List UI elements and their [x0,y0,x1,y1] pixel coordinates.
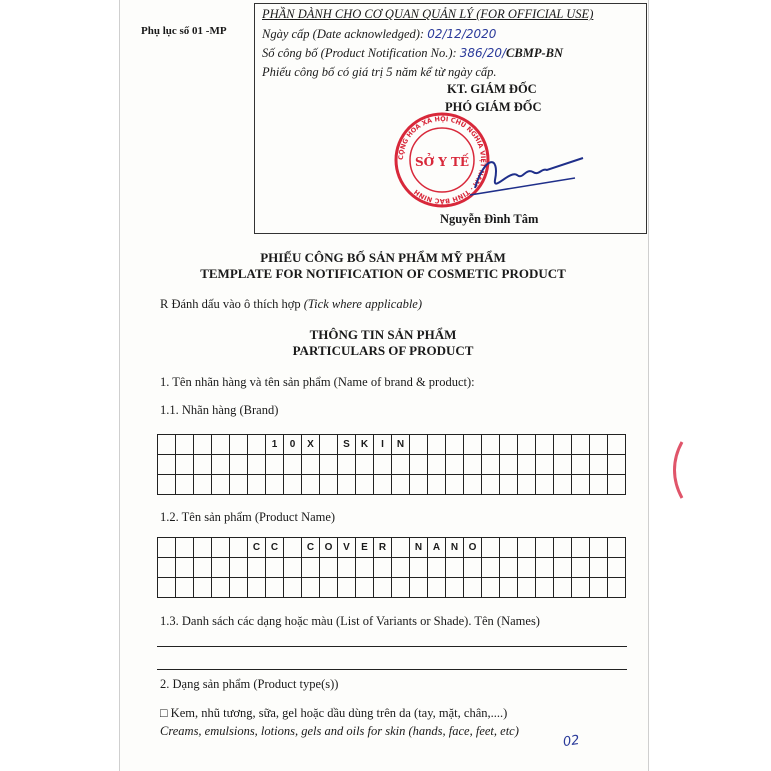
grid-cell[interactable] [518,538,536,558]
grid-cell[interactable] [230,475,248,495]
product-type-cream-en: Creams, emulsions, lotions, gels and oils for skin (hands, face, feet, etc) [160,724,519,738]
variant-line-1 [157,646,627,647]
grid-cell[interactable]: V [338,538,356,558]
grid-cell[interactable] [590,558,608,578]
grid-cell[interactable] [320,435,338,455]
grid-cell[interactable] [590,475,608,495]
grid-cell[interactable] [230,455,248,475]
section-2-label: 2. Dạng sản phẩm (Product type(s)) [160,677,339,691]
grid-cell[interactable]: O [464,538,482,558]
grid-cell[interactable]: O [320,538,338,558]
grid-cell[interactable] [194,558,212,578]
grid-cell[interactable] [518,578,536,598]
handwritten-note: 02 [562,732,581,751]
form-title-vn: PHIẾU CÔNG BỐ SẢN PHẨM MỸ PHẨM [260,250,506,265]
grid-cell[interactable] [410,558,428,578]
grid-cell[interactable] [338,558,356,578]
grid-cell[interactable] [302,558,320,578]
grid-cell[interactable] [230,538,248,558]
grid-cell[interactable] [374,475,392,495]
grid-cell[interactable]: S [338,435,356,455]
grid-cell[interactable] [284,538,302,558]
date-acknowledged-line [262,27,496,42]
grid-cell[interactable] [410,578,428,598]
grid-cell[interactable] [464,578,482,598]
grid-cell[interactable] [338,578,356,598]
section-1-label: 1. Tên nhãn hàng và tên sản phẩm (Name of brand & product): [160,375,475,389]
form-title-en: TEMPLATE FOR NOTIFICATION OF COSMETIC PRODUCT [200,266,566,281]
stamp-ring-text: CỘNG HÒA XÃ HỘI CHỦ NGHĨA VIỆT NAM · TỈNH BẮC NINH [396,114,488,206]
number-value: 386/20/ [459,46,507,60]
grid-cell[interactable] [356,578,374,598]
grid-cell[interactable] [194,435,212,455]
grid-cell[interactable] [590,578,608,598]
grid-cell[interactable] [608,578,626,598]
grid-cell[interactable] [554,455,572,475]
date-value: 02/12/2020 [427,27,497,41]
particulars-vn: THÔNG TIN SẢN PHẨM [309,327,457,342]
grid-cell[interactable] [266,558,284,578]
grid-cell[interactable] [266,475,284,495]
grid-cell[interactable] [518,558,536,578]
grid-cell[interactable] [608,538,626,558]
grid-cell[interactable] [428,435,446,455]
validity-note: Phiếu công bố có giá trị 5 năm kể từ ngày cấp. [262,65,497,79]
variant-line-2 [157,669,627,670]
grid-cell[interactable]: C [248,538,266,558]
grid-cell[interactable] [266,455,284,475]
grid-cell[interactable] [248,578,266,598]
grid-cell[interactable] [212,578,230,598]
grid-cell[interactable]: E [356,538,374,558]
section-1-3-label: 1.3. Danh sách các dạng hoặc màu (List of Variants or Shade). Tên (Names) [160,614,540,628]
grid-cell[interactable] [284,578,302,598]
grid-cell[interactable]: R [374,538,392,558]
notification-number-line [262,46,563,61]
grid-cell[interactable] [590,538,608,558]
grid-cell[interactable] [320,455,338,475]
tick-note [160,297,422,312]
grid-cell[interactable] [158,558,176,578]
grid-cell[interactable] [536,455,554,475]
number-suffix: CBMP-BN [506,46,563,60]
grid-cell[interactable]: X [302,435,320,455]
grid-cell[interactable] [392,475,410,495]
grid-cell[interactable] [464,475,482,495]
grid-cell[interactable] [428,455,446,475]
grid-cell[interactable] [608,455,626,475]
grid-cell[interactable] [284,475,302,495]
grid-cell[interactable] [212,435,230,455]
grid-cell[interactable]: C [266,538,284,558]
official-use-title: PHẦN DÀNH CHO CƠ QUAN QUẢN LÝ (FOR OFFICIAL USE) [262,7,594,21]
grid-cell[interactable] [230,558,248,578]
grid-cell[interactable] [302,455,320,475]
grid-cell[interactable] [446,475,464,495]
grid-cell[interactable] [176,455,194,475]
grid-cell[interactable] [176,538,194,558]
number-label: Số công bố (Product Notification No.): [262,46,457,60]
grid-cell[interactable] [536,578,554,598]
grid-cell[interactable]: N [410,538,428,558]
tick-note-vn: R Đánh dấu vào ô thích hợp [160,297,301,311]
grid-cell[interactable] [176,558,194,578]
grid-cell[interactable] [266,578,284,598]
grid-cell[interactable] [392,538,410,558]
grid-cell[interactable] [464,558,482,578]
signer-name: Nguyễn Đình Tâm [440,212,539,226]
grid-cell[interactable] [284,455,302,475]
grid-cell[interactable] [608,475,626,495]
grid-cell[interactable]: K [356,435,374,455]
grid-cell[interactable] [572,578,590,598]
grid-cell[interactable] [518,475,536,495]
grid-cell[interactable] [158,578,176,598]
grid-cell[interactable] [320,578,338,598]
grid-cell[interactable] [464,435,482,455]
grid-cell[interactable] [554,435,572,455]
grid-cell[interactable] [374,455,392,475]
grid-cell[interactable] [320,475,338,495]
grid-cell[interactable] [446,435,464,455]
tick-note-en: (Tick where applicable) [303,297,423,311]
grid-cell[interactable] [212,475,230,495]
grid-cell[interactable] [428,475,446,495]
grid-cell[interactable]: N [446,538,464,558]
grid-cell[interactable]: N [392,435,410,455]
grid-cell[interactable] [536,435,554,455]
grid-cell[interactable] [536,538,554,558]
grid-cell[interactable] [158,475,176,495]
grid-cell[interactable] [446,558,464,578]
grid-cell[interactable] [410,435,428,455]
grid-cell[interactable] [536,558,554,578]
grid-cell[interactable] [194,578,212,598]
grid-cell[interactable] [356,558,374,578]
grid-cell[interactable] [320,558,338,578]
grid-cell[interactable] [176,475,194,495]
particulars-en: PARTICULARS OF PRODUCT [292,343,474,358]
grid-cell[interactable] [338,475,356,495]
grid-cell[interactable] [410,455,428,475]
grid-cell[interactable] [572,538,590,558]
grid-cell[interactable] [482,578,500,598]
grid-cell[interactable] [230,578,248,598]
grid-cell[interactable] [158,455,176,475]
grid-cell[interactable]: 0 [284,435,302,455]
grid-cell[interactable] [536,475,554,495]
grid-cell[interactable] [482,455,500,475]
signature [465,150,585,200]
product-name-grid [157,537,626,598]
grid-cell[interactable] [356,455,374,475]
grid-cell[interactable] [482,475,500,495]
stamp-center-text: SỞ Y TẾ [414,155,470,169]
grid-cell[interactable] [428,558,446,578]
grid-cell[interactable] [554,475,572,495]
grid-cell[interactable] [554,538,572,558]
grid-cell[interactable] [248,558,266,578]
grid-cell[interactable] [392,455,410,475]
grid-cell[interactable] [248,455,266,475]
grid-cell[interactable] [572,558,590,578]
grid-cell[interactable] [590,435,608,455]
section-1-1-label: 1.1. Nhãn hàng (Brand) [160,403,279,417]
grid-cell[interactable] [302,475,320,495]
grid-cell[interactable] [212,558,230,578]
grid-cell[interactable] [338,455,356,475]
grid-cell[interactable]: 1 [266,435,284,455]
grid-cell[interactable] [482,435,500,455]
grid-cell[interactable] [608,558,626,578]
grid-cell[interactable] [374,558,392,578]
grid-cell[interactable] [500,475,518,495]
grid-cell[interactable] [392,578,410,598]
grid-cell[interactable] [284,558,302,578]
grid-cell[interactable] [248,475,266,495]
grid-cell[interactable]: C [302,538,320,558]
grid-cell[interactable] [392,558,410,578]
grid-cell[interactable] [194,475,212,495]
grid-cell[interactable] [356,475,374,495]
grid-cell[interactable] [572,435,590,455]
grid-cell[interactable] [572,455,590,475]
annex-label: Phụ lục số 01 -MP [141,25,227,37]
grid-cell[interactable] [248,435,266,455]
deputy-director: PHÓ GIÁM ĐỐC [445,100,542,114]
grid-cell[interactable]: I [374,435,392,455]
grid-cell[interactable] [176,578,194,598]
product-type-cream-option[interactable]: □ Kem, nhũ tương, sữa, gel hoặc dầu dùng trên da (tay, mặt, chân,....) [160,706,508,720]
grid-cell[interactable] [176,435,194,455]
grid-cell[interactable] [158,435,176,455]
grid-cell[interactable] [194,455,212,475]
grid-cell[interactable] [446,455,464,475]
page-edge-stamp [670,440,690,500]
grid-cell[interactable] [500,578,518,598]
grid-cell[interactable] [608,435,626,455]
grid-cell[interactable] [302,578,320,598]
grid-cell[interactable] [500,558,518,578]
grid-cell[interactable] [374,578,392,598]
grid-cell[interactable] [554,578,572,598]
grid-cell[interactable] [194,538,212,558]
grid-cell[interactable] [500,455,518,475]
grid-cell[interactable] [212,538,230,558]
grid-cell[interactable] [590,455,608,475]
grid-cell[interactable] [518,435,536,455]
grid-cell[interactable] [554,558,572,578]
grid-cell[interactable] [518,455,536,475]
grid-cell[interactable] [500,538,518,558]
grid-cell[interactable] [212,455,230,475]
grid-cell[interactable] [428,578,446,598]
grid-cell[interactable] [446,578,464,598]
grid-cell[interactable] [158,538,176,558]
grid-cell[interactable] [500,435,518,455]
grid-cell[interactable] [482,558,500,578]
grid-cell[interactable] [572,475,590,495]
grid-cell[interactable] [464,455,482,475]
grid-cell[interactable] [410,475,428,495]
date-label: Ngày cấp (Date acknowledged): [262,27,425,41]
grid-cell[interactable]: A [428,538,446,558]
grid-cell[interactable] [230,435,248,455]
kt-director: KT. GIÁM ĐỐC [447,82,537,96]
brand-grid [157,434,626,495]
grid-cell[interactable] [482,538,500,558]
section-1-2-label: 1.2. Tên sản phẩm (Product Name) [160,510,336,524]
